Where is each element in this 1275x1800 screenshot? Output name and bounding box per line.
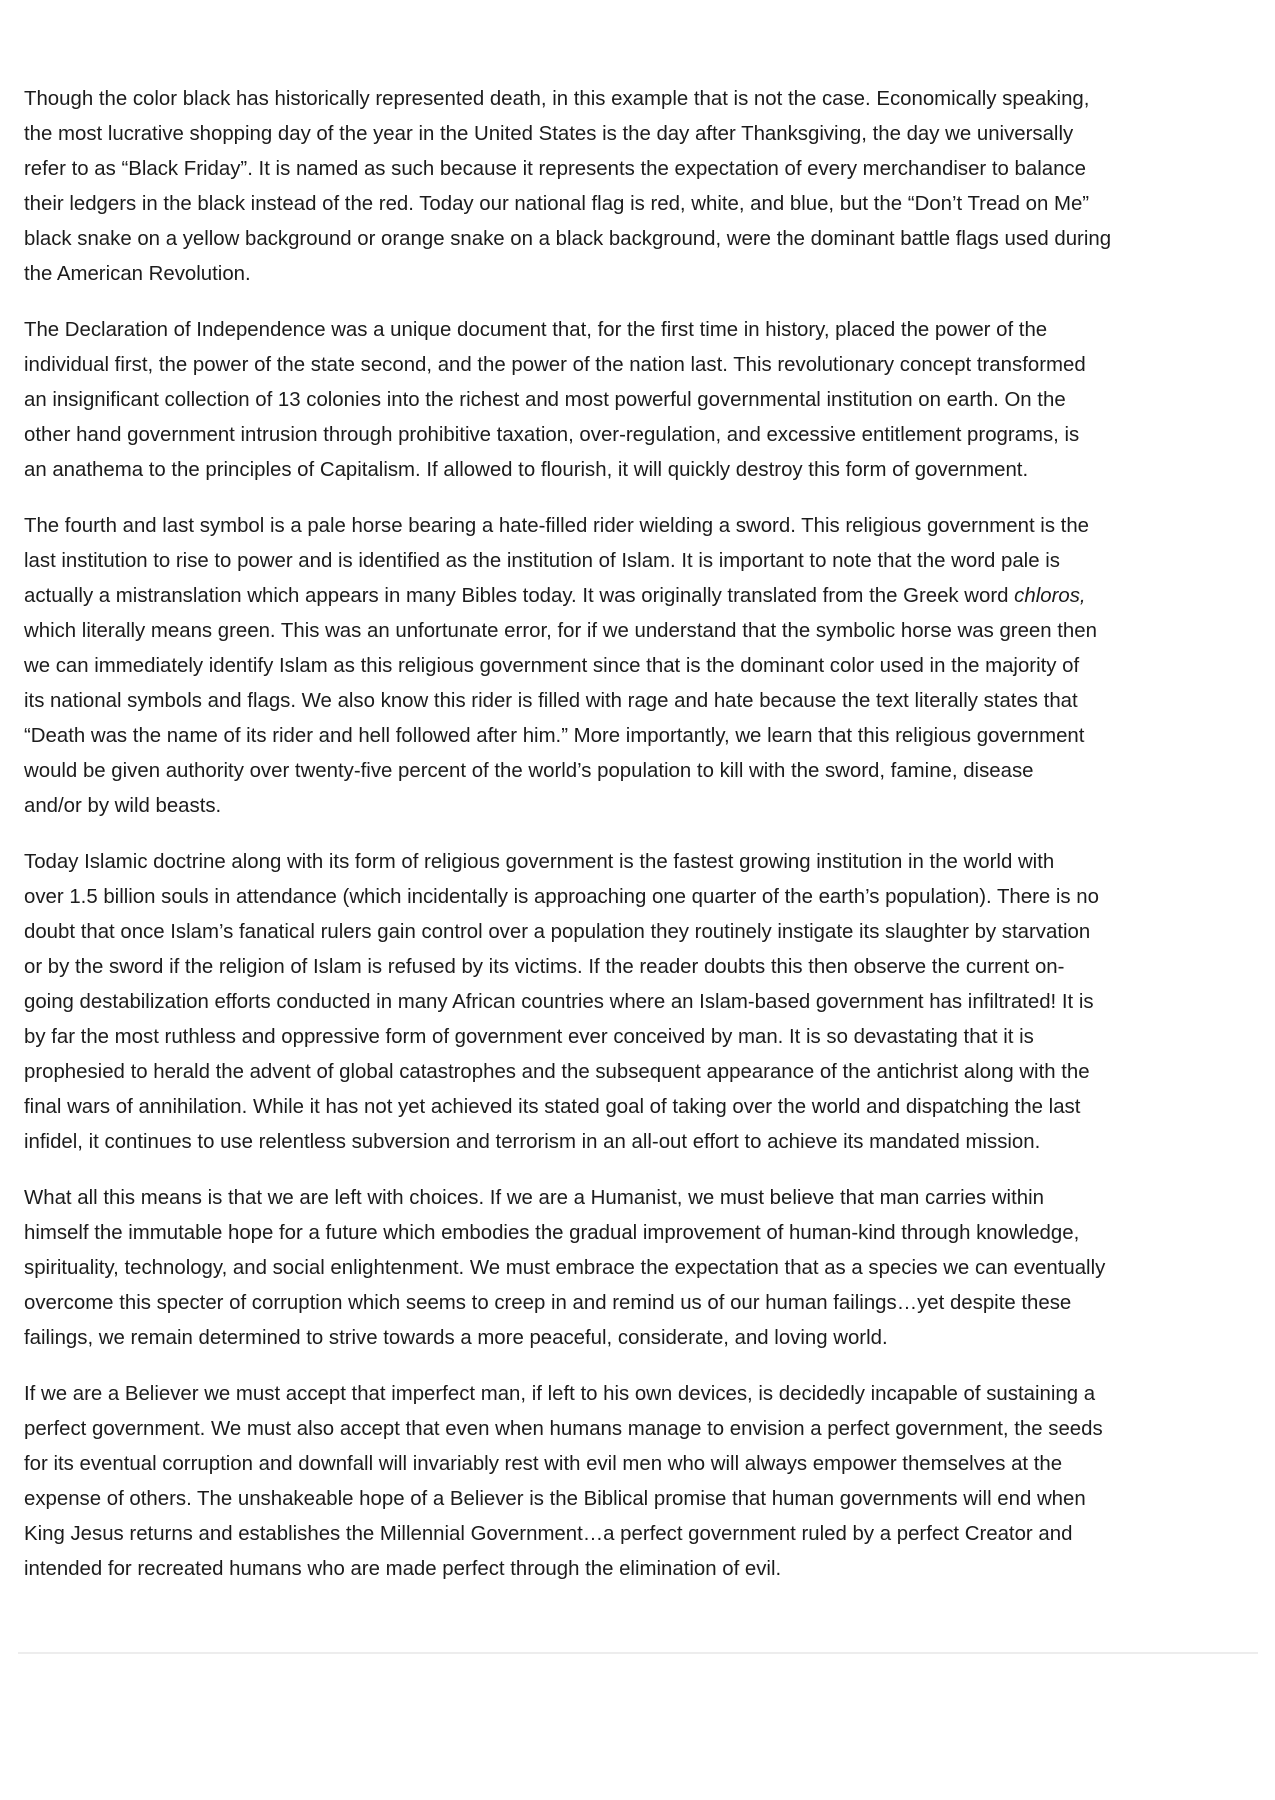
text-line: would be given authority over twenty-five percent of the world’s population to kill with the sword, famine, disease <box>24 760 1034 782</box>
text-line: or by the sword if the religion of Islam is refused by its victims. If the reader doubts this then observe the current on- <box>24 956 1065 978</box>
text-line: The Declaration of Independence was a unique document that, for the first time in history, placed the power of the <box>24 319 1048 341</box>
text-line: “Death was the name of its rider and hell followed after him.” More importantly, we learn that this religious government <box>24 725 1085 747</box>
text-line: for its eventual corruption and downfall will invariably rest with evil men who will always empower themselves at the <box>24 1453 1063 1475</box>
text-line: an insignificant collection of 13 colonies into the richest and most powerful governmental institution on earth. On the <box>24 389 1066 411</box>
text-line: refer to as “Black Friday”. It is named as such because it represents the expectation of every merchandiser to balance <box>24 158 1086 180</box>
page-divider <box>18 1652 1258 1654</box>
paragraph-humanist <box>24 1181 1256 1356</box>
italic-word-chloros: chloros, <box>1014 585 1086 607</box>
text-line: over 1.5 billion souls in attendance (which incidentally is approaching one quarter of the earth’s population). There is no <box>24 886 1099 908</box>
text-line: black snake on a yellow background or orange snake on a black background, were the dominant battle flags used during <box>24 228 1112 250</box>
text-line: overcome this specter of corruption which seems to creep in and remind us of our human failings…yet despite these <box>24 1292 1072 1314</box>
paragraph-black-friday <box>24 82 1256 292</box>
text-line: their ledgers in the black instead of the red. Today our national flag is red, white, and blue, but the “Don’t Tread on Me” <box>24 193 1090 215</box>
paragraph-islamic-doctrine <box>24 845 1256 1160</box>
text-line: the most lucrative shopping day of the year in the United States is the day after Thanksgiving, the day we universally <box>24 123 1074 145</box>
text-line: infidel, it continues to use relentless subversion and terrorism in an all-out effort to achieve its mandated mission. <box>24 1131 1041 1153</box>
text-line: Though the color black has historically represented death, in this example that is not the case. Economically speaking, <box>24 88 1090 110</box>
paragraph-believer <box>24 1377 1256 1587</box>
text-line: last institution to rise to power and is identified as the institution of Islam. It is important to note that the word pale is <box>24 550 1060 572</box>
text-line: other hand government intrusion through prohibitive taxation, over-regulation, and excessive entitlement programs, is <box>24 424 1080 446</box>
text-line: If we are a Believer we must accept that imperfect man, if left to his own devices, is decidedly incapable of sustaining a <box>24 1383 1096 1405</box>
text-line: himself the immutable hope for a future which embodies the gradual improvement of human-kind through knowledge, <box>24 1222 1080 1244</box>
text-line: going destabilization efforts conducted in many African countries where an Islam-based government has infiltrated! It is <box>24 991 1094 1013</box>
text-line: prophesied to herald the advent of global catastrophes and the subsequent appearance of the antichrist along with the <box>24 1061 1090 1083</box>
text-line: Today Islamic doctrine along with its form of religious government is the fastest growing institution in the world with <box>24 851 1055 873</box>
text-line: individual first, the power of the state second, and the power of the nation last. This revolutionary concept transformed <box>24 354 1086 376</box>
text-line: expense of others. The unshakeable hope of a Believer is the Biblical promise that human governments will end when <box>24 1488 1086 1510</box>
text-line-with-italic <box>24 579 1256 614</box>
text-line: doubt that once Islam’s fanatical rulers gain control over a population they routinely instigate its slaughter by starvation <box>24 921 1091 943</box>
text-line: an anathema to the principles of Capitalism. If allowed to flourish, it will quickly destroy this form of government. <box>24 459 1029 481</box>
text-line: the American Revolution. <box>24 263 251 285</box>
document-body <box>24 82 1256 1608</box>
text-line: perfect government. We must also accept that even when humans manage to envision a perfect government, the seeds <box>24 1418 1103 1440</box>
paragraph-pale-horse <box>24 509 1256 824</box>
text-line: King Jesus returns and establishes the Millennial Government…a perfect government ruled by a perfect Creator and <box>24 1523 1073 1545</box>
text-line: and/or by wild beasts. <box>24 795 222 817</box>
text-line: The fourth and last symbol is a pale horse bearing a hate-filled rider wielding a sword. This religious government is the <box>24 515 1090 537</box>
text-line: failings, we remain determined to strive towards a more peaceful, considerate, and loving world. <box>24 1327 888 1349</box>
text-line: What all this means is that we are left with choices. If we are a Humanist, we must believe that man carries within <box>24 1187 1044 1209</box>
text-line: we can immediately identify Islam as this religious government since that is the dominant color used in the majority of <box>24 655 1080 677</box>
text-line: its national symbols and flags. We also know this rider is filled with rage and hate because the text literally states that <box>24 690 1078 712</box>
text-line: which literally means green. This was an unfortunate error, for if we understand that the symbolic horse was green then <box>24 620 1097 642</box>
text-line: intended for recreated humans who are made perfect through the elimination of evil. <box>24 1558 782 1580</box>
paragraph-declaration <box>24 313 1256 488</box>
text-line: spirituality, technology, and social enlightenment. We must embrace the expectation that as a species we can eventually <box>24 1257 1106 1279</box>
text-line: final wars of annihilation. While it has not yet achieved its stated goal of taking over the world and dispatching the last <box>24 1096 1081 1118</box>
text-line: by far the most ruthless and oppressive form of government ever conceived by man. It is so devastating that it is <box>24 1026 1034 1048</box>
text-line-start: actually a mistranslation which appears in many Bibles today. It was originally translated from the Greek word <box>24 585 1009 607</box>
